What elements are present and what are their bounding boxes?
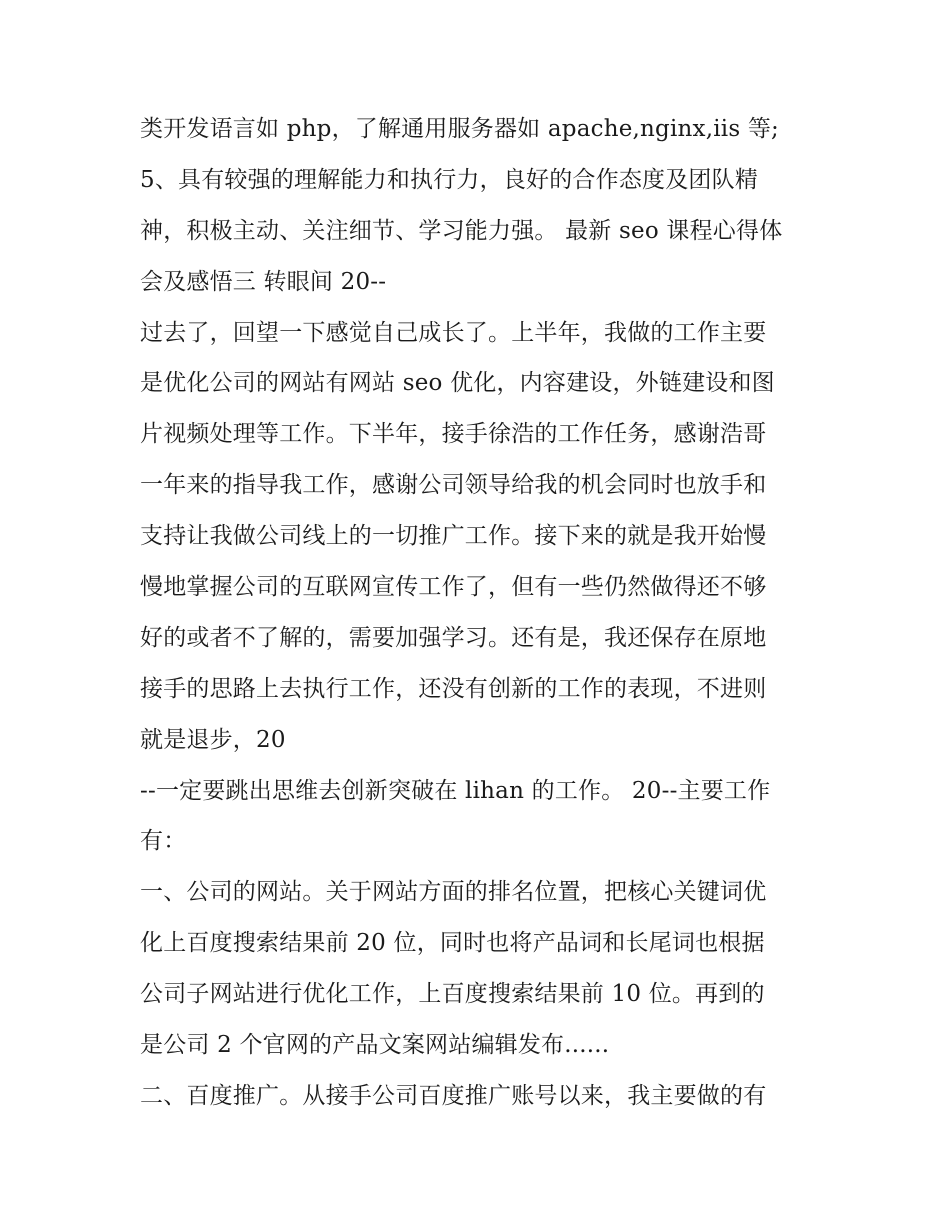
text-line: 5、具有较强的理解能力和执行力，良好的合作态度及团队精 [140,166,759,193]
text-line: 神，积极主动、关注细节、学习能力强。 最新 seo 课程心得体 [140,217,783,244]
text-line: --一定要跳出思维去创新突破在 lihan 的工作。 20--主要工作 [140,777,771,804]
text-line: 类开发语言如 php，了解通用服务器如 apache,nginx,iis 等; [140,116,780,142]
text-line: 支持让我做公司线上的一切推广工作。接下来的就是我开始慢 [140,523,767,550]
text-line: 是优化公司的网站有网站 seo 优化，内容建设，外链建设和图 [140,370,775,397]
text-line: 是公司 2 个官网的产品文案网站编辑发布...... [140,1032,610,1059]
document-body [140,104,820,1122]
text-line: 就是退步，20 [140,726,286,753]
text-line: 一、公司的网站。关于网站方面的排名位置，把核心关键词优 [140,879,767,906]
text-line: 公司子网站进行优化工作，上百度搜索结果前 10 位。再到的 [140,981,765,1008]
text-line: 一年来的指导我工作，感谢公司领导给我的机会同时也放手和 [140,472,767,499]
text-line: 会及感悟三 转眼间 20-- [140,268,387,295]
text-line: 好的或者不了解的，需要加强学习。还有是，我还保存在原地 [140,624,767,651]
text-line: 化上百度搜索结果前 20 位，同时也将产品词和长尾词也根据 [140,930,765,957]
text-line: 有： [140,828,187,855]
text-line: 接手的思路上去执行工作，还没有创新的工作的表现，不进则 [140,675,767,702]
text-line: 过去了，回望一下感觉自己成长了。上半年，我做的工作主要 [140,319,767,346]
text-line: 慢地掌握公司的互联网宣传工作了，但有一些仍然做得还不够 [140,574,767,601]
text-line: 二、百度推广。从接手公司百度推广账号以来，我主要做的有 [140,1082,767,1109]
text-line: 片视频处理等工作。下半年，接手徐浩的工作任务，感谢浩哥 [140,421,767,448]
